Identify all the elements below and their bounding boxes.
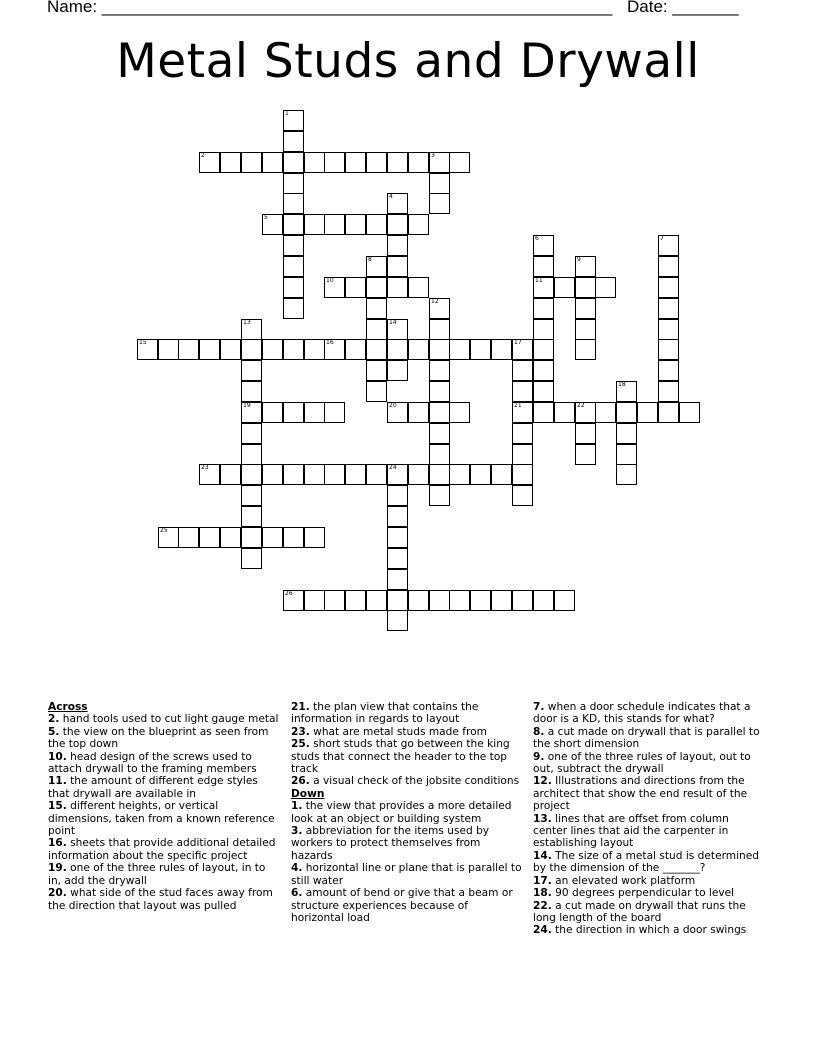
grid-cell[interactable] — [199, 527, 220, 548]
grid-cell[interactable] — [199, 152, 220, 173]
clue-number: 7 — [660, 235, 664, 242]
grid-cell[interactable] — [616, 464, 637, 485]
down-clue — [533, 726, 765, 751]
grid-cell[interactable] — [220, 527, 241, 548]
grid-cell[interactable] — [220, 464, 241, 485]
grid-cell[interactable] — [366, 152, 387, 173]
down-heading: Down — [291, 787, 325, 800]
clue-number: 5 — [264, 214, 268, 221]
grid-cell[interactable] — [387, 506, 408, 527]
grid-cell[interactable] — [324, 152, 345, 173]
grid-cell[interactable] — [241, 423, 262, 444]
grid-cell[interactable] — [575, 256, 596, 277]
grid-cell[interactable] — [533, 256, 554, 277]
clue-number: 14 — [389, 319, 397, 326]
grid-cell[interactable] — [366, 277, 387, 298]
clue-number: 21 — [514, 402, 522, 409]
grid-cell[interactable] — [679, 402, 700, 423]
grid-cell[interactable] — [533, 235, 554, 256]
clue-number: 10 — [326, 277, 334, 284]
clue-number: 6 — [535, 235, 539, 242]
grid-cell[interactable] — [575, 298, 596, 319]
clue-number-label: 9. — [533, 750, 545, 763]
grid-cell[interactable] — [429, 402, 450, 423]
grid-cell[interactable] — [304, 152, 325, 173]
clue-number: 25 — [160, 527, 168, 534]
grid-cell[interactable] — [533, 590, 554, 611]
grid-cell[interactable] — [429, 360, 450, 381]
across-clue — [48, 713, 280, 725]
grid-cell[interactable] — [512, 590, 533, 611]
grid-cell[interactable] — [658, 319, 679, 340]
grid-cell[interactable] — [449, 402, 470, 423]
clue-number: 15 — [139, 339, 147, 346]
grid-cell[interactable] — [345, 590, 366, 611]
clue-number-label: 22. — [533, 899, 552, 912]
grid-cell[interactable] — [283, 590, 304, 611]
grid-cell[interactable] — [324, 464, 345, 485]
clue-text: an elevated work platform — [555, 874, 696, 887]
grid-cell[interactable] — [324, 339, 345, 360]
clue-number-label: 3. — [291, 825, 303, 838]
clue-number-label: 5. — [48, 725, 60, 738]
clue-text: amount of bend or give that a beam or structure experiences because of horizontal load — [291, 887, 513, 924]
across-heading: Across — [48, 701, 88, 713]
grid-cell[interactable] — [262, 214, 283, 235]
grid-cell[interactable] — [387, 569, 408, 590]
grid-cell[interactable] — [220, 339, 241, 360]
grid-cell[interactable] — [366, 360, 387, 381]
clues-column-1 — [48, 701, 280, 912]
grid-cell[interactable] — [449, 339, 470, 360]
grid-cell[interactable] — [387, 402, 408, 423]
grid-cell[interactable] — [241, 464, 262, 485]
clue-number-label: 8. — [533, 725, 545, 738]
clue-text: a cut made on drywall that runs the long length of the board — [533, 899, 746, 924]
down-clue — [291, 800, 523, 825]
grid-cell[interactable] — [637, 402, 658, 423]
clue-number-label: 16. — [48, 837, 67, 850]
down-clue — [533, 775, 765, 812]
grid-cell[interactable] — [387, 256, 408, 277]
grid-cell[interactable] — [283, 235, 304, 256]
grid-cell[interactable] — [408, 277, 429, 298]
grid-cell[interactable] — [429, 381, 450, 402]
grid-cell[interactable] — [324, 214, 345, 235]
down-clues-part-1 — [291, 800, 523, 924]
clue-text: head design of the screws used to attach drywall to the framing members — [48, 750, 257, 776]
clue-text: abbreviation for the items used by workers to protect themselves from hazards — [291, 825, 490, 862]
clue-text: short studs that go between the king studs that connect the header to the top track — [291, 738, 510, 776]
grid-cell[interactable] — [283, 256, 304, 277]
clue-text: 90 degrees perpendicular to level — [555, 887, 735, 900]
grid-cell[interactable] — [533, 381, 554, 402]
grid-cell[interactable] — [241, 381, 262, 402]
grid-cell[interactable] — [262, 402, 283, 423]
clue-text: what are metal studs made from — [313, 725, 487, 738]
grid-cell[interactable] — [658, 235, 679, 256]
grid-cell[interactable] — [366, 381, 387, 402]
clue-text: the plan view that contains the information in regards to layout — [291, 701, 479, 726]
down-clue — [291, 825, 523, 862]
grid-cell[interactable] — [616, 444, 637, 465]
grid-cell[interactable] — [658, 298, 679, 319]
grid-cell[interactable] — [554, 590, 575, 611]
date-field-label: Date: _______ — [627, 0, 739, 16]
across-clue — [48, 726, 280, 751]
clue-number: 11 — [535, 277, 543, 284]
grid-cell[interactable] — [429, 423, 450, 444]
grid-cell[interactable] — [658, 339, 679, 360]
clue-number-label: 7. — [533, 701, 545, 713]
across-clue — [291, 775, 523, 787]
grid-cell[interactable] — [616, 381, 637, 402]
grid-cell[interactable] — [366, 214, 387, 235]
across-clues-part-1 — [48, 713, 280, 912]
grid-cell[interactable] — [491, 590, 512, 611]
grid-cell[interactable] — [512, 360, 533, 381]
grid-cell[interactable] — [387, 319, 408, 340]
grid-cell[interactable] — [575, 423, 596, 444]
across-clue — [291, 738, 523, 775]
grid-cell[interactable] — [304, 402, 325, 423]
grid-cell[interactable] — [449, 464, 470, 485]
grid-cell[interactable] — [220, 152, 241, 173]
grid-cell[interactable] — [304, 214, 325, 235]
grid-cell[interactable] — [283, 152, 304, 173]
grid-cell[interactable] — [658, 360, 679, 381]
grid-cell[interactable] — [449, 590, 470, 611]
grid-cell[interactable] — [387, 214, 408, 235]
grid-cell[interactable] — [387, 590, 408, 611]
clue-number: 13 — [243, 319, 251, 326]
clue-number-label: 26. — [291, 775, 310, 788]
grid-cell[interactable] — [283, 131, 304, 152]
grid-cell[interactable] — [304, 590, 325, 611]
clue-number-label: 24. — [533, 924, 552, 937]
grid-cell[interactable] — [408, 464, 429, 485]
clue-number: 26 — [285, 590, 293, 597]
grid-cell[interactable] — [491, 464, 512, 485]
across-clue — [48, 862, 280, 887]
grid-cell[interactable] — [366, 298, 387, 319]
grid-cell[interactable] — [491, 339, 512, 360]
grid-cell[interactable] — [241, 506, 262, 527]
clue-text: lines that are offset from column center lines that aid the carpenter in establishing layout — [533, 812, 729, 850]
grid-cell[interactable] — [554, 277, 575, 298]
down-clues-part-2 — [533, 701, 765, 937]
clue-number: 16 — [326, 339, 334, 346]
clue-text: horizontal line or plane that is parallel to still water — [291, 862, 522, 887]
grid-cell[interactable] — [262, 339, 283, 360]
down-clue — [533, 887, 765, 899]
grid-cell[interactable] — [533, 360, 554, 381]
grid-cell[interactable] — [241, 152, 262, 173]
down-clue — [533, 850, 765, 875]
grid-cell[interactable] — [616, 402, 637, 423]
grid-cell[interactable] — [658, 381, 679, 402]
grid-cell[interactable] — [512, 444, 533, 465]
grid-cell[interactable] — [366, 256, 387, 277]
grid-cell[interactable] — [429, 464, 450, 485]
clues-column-2 — [291, 701, 523, 924]
clue-text: a cut made on drywall that is parallel to the short dimension — [533, 725, 760, 751]
clue-text: when a door schedule indicates that a door is a KD, this stands for what? — [533, 701, 751, 726]
clue-text: the view that provides a more detailed look at an object or building system — [291, 800, 512, 825]
clue-text: Illustrations and directions from the architect that show the end result of the project — [533, 775, 748, 813]
clue-number-label: 25. — [291, 738, 310, 751]
clue-number-label: 21. — [291, 701, 310, 713]
grid-cell[interactable] — [387, 485, 408, 506]
clue-number-label: 1. — [291, 800, 303, 813]
across-clue — [48, 775, 280, 800]
grid-cell[interactable] — [408, 214, 429, 235]
grid-cell[interactable] — [658, 402, 679, 423]
grid-cell[interactable] — [533, 339, 554, 360]
grid-cell[interactable] — [283, 527, 304, 548]
down-clue — [533, 701, 765, 726]
grid-cell[interactable] — [512, 485, 533, 506]
grid-cell[interactable] — [387, 360, 408, 381]
clue-text: the amount of different edge styles that drywall are available in — [48, 775, 258, 800]
grid-cell[interactable] — [595, 277, 616, 298]
grid-cell[interactable] — [387, 527, 408, 548]
down-clue — [533, 924, 765, 936]
clue-number: 20 — [389, 402, 397, 409]
grid-cell[interactable] — [283, 173, 304, 194]
clue-number-label: 13. — [533, 812, 552, 825]
clue-number: 8 — [368, 256, 372, 263]
clue-number-label: 4. — [291, 862, 303, 875]
clue-number-label: 11. — [48, 775, 67, 788]
grid-cell[interactable] — [366, 590, 387, 611]
grid-cell[interactable] — [429, 444, 450, 465]
down-clue — [533, 751, 765, 776]
grid-cell[interactable] — [283, 110, 304, 131]
across-clue — [48, 837, 280, 862]
grid-cell[interactable] — [533, 298, 554, 319]
clue-number: 24 — [389, 464, 397, 471]
across-clue — [291, 701, 523, 726]
clue-number: 17 — [514, 339, 522, 346]
name-field-label: Name: ______________________________________________________ — [47, 0, 613, 16]
grid-cell[interactable] — [283, 339, 304, 360]
grid-cell[interactable] — [283, 193, 304, 214]
down-clue — [533, 813, 765, 850]
clue-text: one of the three rules of layout, in to in, add the drywall — [48, 862, 266, 887]
grid-cell[interactable] — [408, 590, 429, 611]
clue-text: The size of a metal stud is determined by the dimension of the _______? — [533, 849, 759, 875]
grid-cell[interactable] — [595, 402, 616, 423]
across-clue — [48, 800, 280, 837]
grid-cell[interactable] — [387, 548, 408, 569]
clue-number: 19 — [243, 402, 251, 409]
grid-cell[interactable] — [429, 193, 450, 214]
grid-cell[interactable] — [304, 339, 325, 360]
grid-cell[interactable] — [178, 527, 199, 548]
clues-column-3 — [533, 701, 765, 937]
clue-number-label: 6. — [291, 887, 303, 900]
clue-number-label: 23. — [291, 725, 310, 738]
clue-text: the view on the blueprint as seen from the top down — [48, 725, 269, 751]
grid-cell[interactable] — [658, 277, 679, 298]
grid-cell[interactable] — [387, 235, 408, 256]
grid-cell[interactable] — [533, 402, 554, 423]
grid-cell[interactable] — [387, 193, 408, 214]
across-clues-part-2 — [291, 701, 523, 788]
clue-number-label: 15. — [48, 800, 67, 813]
grid-cell[interactable] — [241, 527, 262, 548]
grid-cell[interactable] — [158, 527, 179, 548]
grid-cell[interactable] — [533, 277, 554, 298]
grid-cell[interactable] — [387, 152, 408, 173]
grid-cell[interactable] — [470, 464, 491, 485]
grid-cell[interactable] — [262, 464, 283, 485]
grid-cell[interactable] — [304, 464, 325, 485]
grid-cell[interactable] — [283, 464, 304, 485]
grid-cell[interactable] — [429, 485, 450, 506]
grid-cell[interactable] — [429, 319, 450, 340]
grid-cell[interactable] — [199, 339, 220, 360]
clue-text: the direction in which a door swings — [555, 924, 747, 937]
grid-cell[interactable] — [178, 339, 199, 360]
grid-cell[interactable] — [324, 402, 345, 423]
grid-cell[interactable] — [575, 277, 596, 298]
grid-cell[interactable] — [366, 319, 387, 340]
grid-cell[interactable] — [345, 277, 366, 298]
grid-cell[interactable] — [429, 590, 450, 611]
grid-cell[interactable] — [449, 152, 470, 173]
grid-cell[interactable] — [283, 277, 304, 298]
grid-cell[interactable] — [387, 277, 408, 298]
clue-number: 23 — [201, 464, 209, 471]
clue-number: 9 — [577, 256, 581, 263]
down-clue — [533, 900, 765, 925]
grid-cell[interactable] — [554, 402, 575, 423]
grid-cell[interactable] — [387, 610, 408, 631]
grid-cell[interactable] — [408, 339, 429, 360]
grid-cell[interactable] — [324, 590, 345, 611]
grid-cell[interactable] — [241, 402, 262, 423]
down-clue — [291, 862, 523, 887]
grid-cell[interactable] — [429, 298, 450, 319]
grid-cell[interactable] — [429, 173, 450, 194]
clue-number-label: 19. — [48, 862, 67, 875]
clue-number: 18 — [618, 381, 626, 388]
clue-text: different heights, or vertical dimensions, taken from a known reference point — [48, 800, 275, 838]
page-title: Metal Studs and Drywall — [116, 34, 700, 89]
grid-cell[interactable] — [199, 464, 220, 485]
grid-cell[interactable] — [408, 402, 429, 423]
grid-cell[interactable] — [262, 152, 283, 173]
down-clue — [291, 887, 523, 924]
grid-cell[interactable] — [366, 464, 387, 485]
grid-cell[interactable] — [158, 339, 179, 360]
grid-cell[interactable] — [304, 527, 325, 548]
grid-cell[interactable] — [470, 590, 491, 611]
clue-text: hand tools used to cut light gauge metal — [62, 713, 279, 726]
grid-cell[interactable] — [262, 527, 283, 548]
grid-cell[interactable] — [387, 464, 408, 485]
grid-cell[interactable] — [512, 402, 533, 423]
grid-cell[interactable] — [241, 319, 262, 340]
grid-cell[interactable] — [512, 339, 533, 360]
grid-cell[interactable] — [387, 339, 408, 360]
clue-number-label: 2. — [48, 713, 60, 726]
across-clue — [291, 726, 523, 738]
clue-text: one of the three rules of layout, out to out, subtract the drywall — [533, 750, 751, 776]
grid-cell[interactable] — [241, 339, 262, 360]
clue-number-label: 12. — [533, 775, 552, 788]
grid-cell[interactable] — [366, 339, 387, 360]
grid-cell[interactable] — [512, 464, 533, 485]
grid-cell[interactable] — [324, 277, 345, 298]
clue-number: 22 — [577, 402, 585, 409]
grid-cell[interactable] — [283, 298, 304, 319]
grid-cell[interactable] — [283, 214, 304, 235]
grid-cell[interactable] — [137, 339, 158, 360]
grid-cell[interactable] — [616, 423, 637, 444]
clue-number: 2 — [201, 152, 205, 159]
grid-cell[interactable] — [575, 339, 596, 360]
grid-cell[interactable] — [241, 548, 262, 569]
down-clue — [533, 875, 765, 887]
grid-cell[interactable] — [345, 464, 366, 485]
grid-cell[interactable] — [241, 360, 262, 381]
grid-cell[interactable] — [408, 152, 429, 173]
across-clue — [48, 751, 280, 776]
clue-text: what side of the stud faces away from the direction that layout was pulled — [48, 887, 273, 912]
grid-cell[interactable] — [345, 214, 366, 235]
clue-text: a visual check of the jobsite conditions — [313, 775, 520, 788]
clue-text: sheets that provide additional detailed information about the specific project — [48, 837, 276, 862]
clue-number: 12 — [431, 298, 439, 305]
clue-number-label: 18. — [533, 887, 552, 900]
grid-cell[interactable] — [575, 402, 596, 423]
grid-cell[interactable] — [283, 402, 304, 423]
grid-cell[interactable] — [241, 485, 262, 506]
grid-cell[interactable] — [241, 444, 262, 465]
clue-number-label: 14. — [533, 849, 552, 862]
grid-cell[interactable] — [533, 319, 554, 340]
clue-number: 1 — [285, 110, 289, 117]
grid-cell[interactable] — [658, 256, 679, 277]
clue-number-label: 10. — [48, 750, 67, 763]
grid-cell[interactable] — [470, 339, 491, 360]
grid-cell[interactable] — [429, 339, 450, 360]
grid-cell[interactable] — [512, 381, 533, 402]
grid-cell[interactable] — [345, 152, 366, 173]
clue-number-label: 20. — [48, 887, 67, 900]
grid-cell[interactable] — [429, 152, 450, 173]
clue-number: 4 — [389, 193, 393, 200]
grid-cell[interactable] — [575, 319, 596, 340]
grid-cell[interactable] — [575, 444, 596, 465]
clue-number: 3 — [431, 152, 435, 159]
grid-cell[interactable] — [512, 423, 533, 444]
grid-cell[interactable] — [345, 339, 366, 360]
clue-number-label: 17. — [533, 874, 552, 887]
across-clue — [48, 887, 280, 912]
